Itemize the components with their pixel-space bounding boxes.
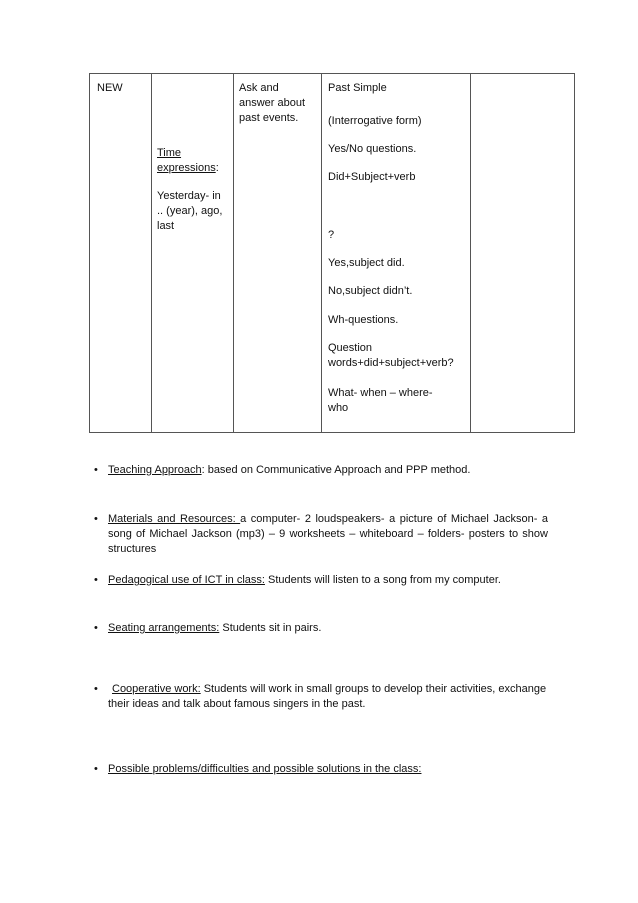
bullet-teaching-approach (94, 463, 548, 478)
bullet-problems (94, 762, 548, 777)
bullet-icon: • (94, 622, 98, 634)
bullet-materials (94, 512, 549, 557)
function-text: Ask and answer about past events. (239, 82, 306, 124)
structure-line: What- when – where- who (328, 387, 433, 414)
bullet-ict (94, 573, 548, 588)
bullet-icon: • (94, 683, 98, 695)
table-column-divider (151, 74, 152, 432)
table-column-divider (470, 74, 471, 432)
structure-line: No,subject didn’t. (328, 285, 413, 297)
bullet-icon: • (94, 513, 98, 525)
cell-stage (97, 81, 123, 96)
cell-function (239, 81, 317, 126)
lesson-table (89, 73, 575, 433)
bullet-label: Seating arrangements: (108, 622, 220, 634)
bullet-seating (94, 621, 548, 636)
bullet-text: a computer- 2 loudspeakers- a picture of Michael Jackson- a song of Michael Jackson (mp3) – 9 worksheets – whiteboard – folders- posters to show structures (108, 513, 549, 555)
table-column-divider (233, 74, 234, 432)
time-expressions-label: Time expressions (157, 147, 216, 174)
structure-line: Wh-questions. (328, 314, 399, 326)
table-column-divider (321, 74, 322, 432)
structure-line: Did+Subject+verb (328, 171, 416, 183)
structure-line: (Interrogative form) (328, 115, 422, 127)
bullet-text: based on Communicative Approach and PPP method. (204, 464, 471, 476)
bullet-label: Materials and Resources: (108, 513, 241, 525)
bullet-icon: • (94, 763, 98, 775)
bullet-cooperative (94, 682, 548, 712)
bullet-label: Teaching Approach (108, 464, 202, 476)
time-expressions-examples: Yesterday- in .. (year), ago, last (157, 190, 223, 232)
time-expressions-heading (157, 146, 229, 176)
bullet-label: Possible problems/difficulties and possible solutions in the class: (108, 763, 422, 775)
time-expressions-colon: : (215, 162, 219, 174)
cell-language (157, 146, 229, 234)
structure-line: ? (328, 229, 335, 241)
bullet-sep: : (201, 464, 205, 476)
structure-line: Past Simple (328, 82, 387, 94)
structure-line: Yes/No questions. (328, 143, 417, 155)
structure-line: Question words+did+subject+verb? (328, 342, 454, 369)
structure-line: Yes,subject did. (328, 257, 405, 269)
bullet-label: Pedagogical use of ICT in class: (108, 574, 265, 586)
bullet-icon: • (94, 574, 98, 586)
bullet-text: Students will listen to a song from my computer. (264, 574, 501, 586)
bullet-text: Students sit in pairs. (219, 622, 322, 634)
stage-label: NEW (97, 82, 123, 94)
bullet-label: Cooperative work: (112, 683, 201, 695)
bullet-text: Students will work in small groups to develop their activities, exchange their ideas and talk about famous singers in the past. (108, 683, 547, 710)
bullet-icon: • (94, 464, 98, 476)
